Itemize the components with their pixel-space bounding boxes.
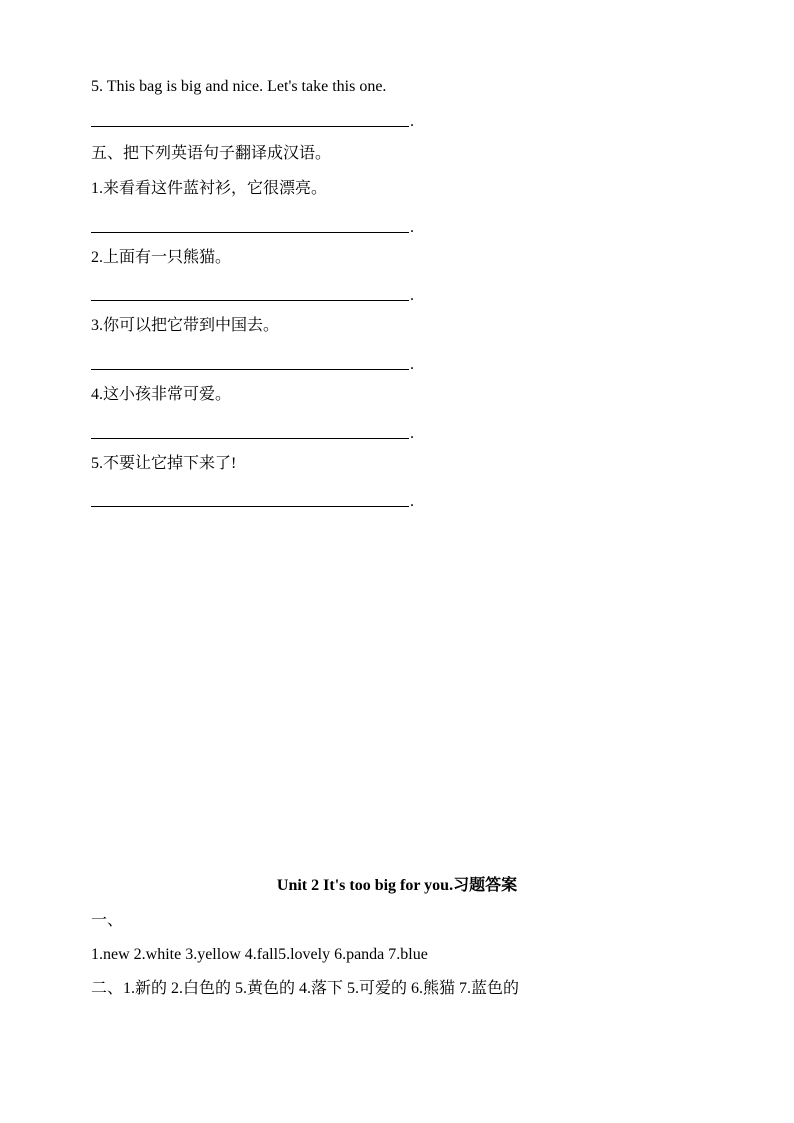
answer-blank-line[interactable] bbox=[91, 438, 409, 439]
section5-item-3: 3.你可以把它带到中国去。 bbox=[91, 317, 280, 334]
section5-item-4: 4.这小孩非常可爱。 bbox=[91, 386, 232, 403]
exercise4-item5: 5. This bag is big and nice. Let's take this one. bbox=[91, 78, 387, 95]
blank-period: . bbox=[410, 493, 414, 510]
blank-period: . bbox=[410, 287, 414, 304]
answer-section2-answers: 二、1.新的 2.白色的 5.黄色的 4.落下 5.可爱的 6.熊猫 7.蓝色的 bbox=[91, 980, 520, 997]
answer-blank-line[interactable] bbox=[91, 232, 409, 233]
section5-heading: 五、把下列英语句子翻译成汉语。 bbox=[91, 145, 332, 162]
section5-item-2: 2.上面有一只熊猫。 bbox=[91, 249, 232, 266]
blank-period: . bbox=[410, 425, 414, 442]
answer-blank-line[interactable] bbox=[91, 300, 409, 301]
answer-section1-label: 一、 bbox=[91, 912, 124, 929]
answer-blank-line[interactable] bbox=[91, 126, 409, 127]
blank-period: . bbox=[410, 113, 414, 130]
section5-item-1: 1.来看看这件蓝衬衫，它很漂亮。 bbox=[91, 180, 328, 197]
answer-blank-line[interactable] bbox=[91, 506, 409, 507]
blank-period: . bbox=[410, 219, 414, 236]
answer-key-title: Unit 2 It's too big for you.习题答案 bbox=[276, 877, 518, 894]
answer-section1-answers: 1.new 2.white 3.yellow 4.fall5.lovely 6.panda 7.blue bbox=[91, 946, 428, 963]
answer-blank-line[interactable] bbox=[91, 369, 409, 370]
blank-period: . bbox=[410, 356, 414, 373]
section5-item-5: 5.不要让它掉下来了! bbox=[91, 455, 237, 472]
